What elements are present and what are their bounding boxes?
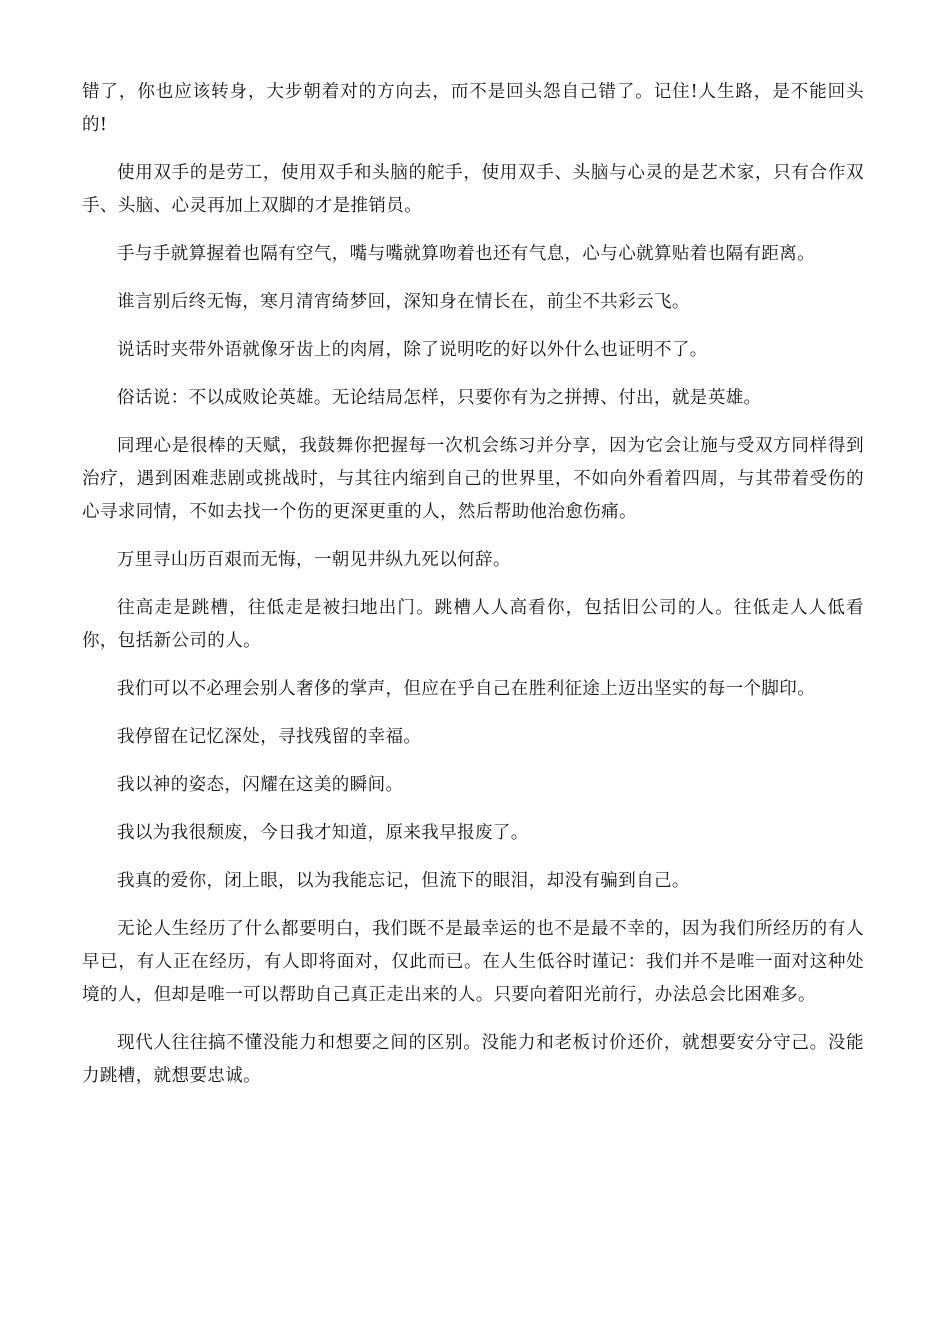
paragraph-4: 谁言别后终无悔，寒月清宵绮梦回，深知身在情长在，前尘不共彩云飞。 — [117, 292, 690, 312]
paragraph-3: 手与手就算握着也隔有空气，嘴与嘴就算吻着也还有气息，心与心就算贴着也隔有距离。 — [117, 244, 816, 264]
paragraph-14: 我真的爱你，闭上眼，以为我能忘记，但流下的眼泪，却没有骗到自己。 — [117, 871, 690, 891]
paragraph-8: 万里寻山历百艰而无悔，一朝见井纵九死以何辞。 — [117, 550, 511, 570]
paragraph-12: 我以神的姿态，闪耀在这美的瞬间。 — [117, 775, 404, 795]
paragraph-5: 说话时夹带外语就像牙齿上的肉屑，除了说明吃的好以外什么也证明不了。 — [117, 340, 708, 360]
paragraph-16: 现代人往往搞不懂没能力和想要之间的区别。没能力和老板讨价还价，就想要安分守己。没能力跳槽，就想要忠诚。 — [82, 1033, 864, 1086]
paragraph-9: 往高走是跳槽，往低走是被扫地出门。跳槽人人高看你，包括旧公司的人。往低走人人低看你，包括新公司的人。 — [82, 598, 864, 651]
paragraph-10: 我们可以不必理会别人奢侈的掌声，但应在乎自己在胜利征途上迈出坚实的每一个脚印。 — [117, 679, 816, 699]
paragraph-11: 我停留在记忆深处，寻找残留的幸福。 — [117, 727, 422, 747]
paragraph-6: 俗话说：不以成败论英雄。无论结局怎样，只要你有为之拼搏、付出，就是英雄。 — [117, 388, 762, 408]
paragraph-2: 使用双手的是劳工，使用双手和头脑的舵手，使用双手、头脑与心灵的是艺术家，只有合作双手、头脑、心灵再加上双脚的才是推销员。 — [82, 163, 864, 216]
paragraph-1: 错了，你也应该转身，大步朝着对的方向去，而不是回头怨自己错了。记住!人生路，是不能回头的! — [82, 82, 864, 135]
document-body — [82, 76, 864, 1108]
paragraph-15: 无论人生经历了什么都要明白，我们既不是最幸运的也不是最不幸的，因为我们所经历的有人早已，有人正在经历，有人即将面对，仅此而已。在人生低谷时谨记：我们并不是唯一面对这种处境的人，但却是唯一可以帮助自己真正走出来的人。只要向着阳光前行，办法总会比困难多。 — [82, 919, 864, 1005]
paragraph-7: 同理心是很棒的天赋，我鼓舞你把握每一次机会练习并分享，因为它会让施与受双方同样得到治疗，遇到困难悲剧或挑战时，与其往内缩到自己的世界里，不如向外看着四周，与其带着受伤的心寻求同情，不如去找一个伤的更深更重的人，然后帮助他治愈伤痛。 — [82, 436, 864, 522]
paragraph-13: 我以为我很颓废，今日我才知道，原来我早报废了。 — [117, 823, 529, 843]
